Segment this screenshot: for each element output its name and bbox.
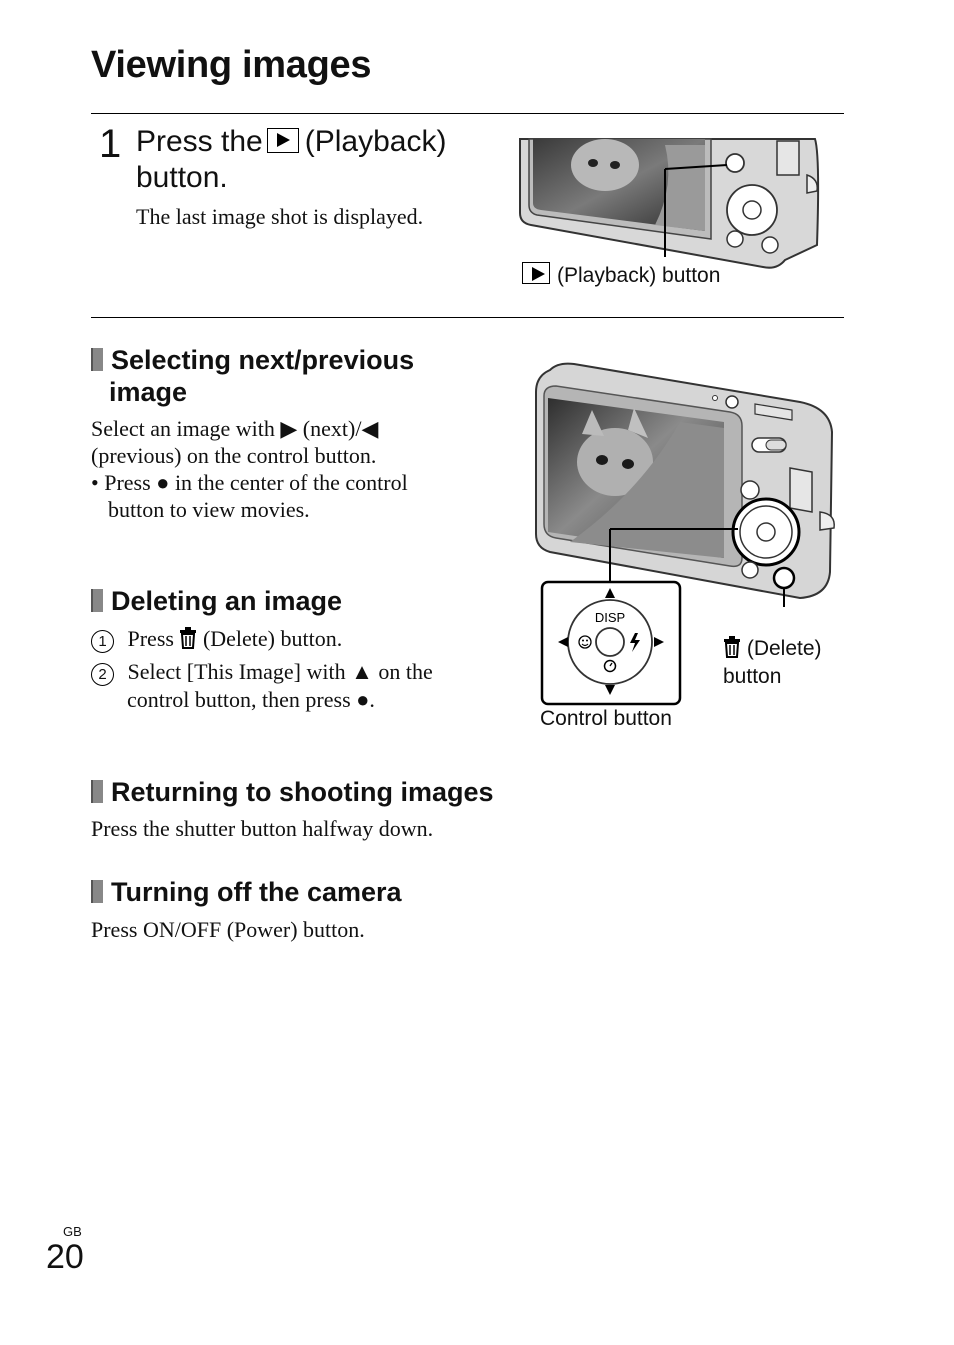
selecting-body-line1: Select an image with ▶ (next)/◀ — [91, 416, 379, 441]
deleting-steps — [91, 625, 491, 713]
step-circle-1: 1 — [91, 630, 114, 653]
region-code: GB — [63, 1224, 82, 1239]
playback-callout-label: (Playback) button — [557, 264, 721, 287]
heading-turning-off-text: Turning off the camera — [111, 877, 402, 907]
heading-turning-off — [91, 876, 402, 908]
page-title: Viewing images — [91, 44, 372, 86]
page-number: 20 — [46, 1238, 84, 1276]
selecting-bullet-line1: • Press ● in the center of the control — [91, 470, 408, 495]
divider-top — [91, 113, 844, 114]
deleting-step-2 — [91, 658, 491, 686]
delete-label-line1: (Delete) — [746, 637, 822, 660]
heading-deleting-image — [91, 585, 342, 617]
trash-icon — [723, 636, 741, 658]
camera-back-illustration — [515, 135, 835, 280]
divider-middle — [91, 317, 844, 318]
heading-bar-icon — [91, 589, 103, 612]
selecting-body-line2: (previous) on the control button. — [91, 443, 377, 468]
heading-bar-icon — [91, 880, 103, 903]
heading-selecting-line2: image — [109, 377, 188, 407]
delete-button-label — [723, 635, 822, 691]
step-text-before: Press the — [136, 125, 263, 158]
deleting-step-1-before: Press — [127, 626, 174, 651]
disp-label: DISP — [594, 610, 626, 625]
selecting-body — [91, 415, 408, 523]
playback-callout — [522, 262, 720, 288]
step-text-after: (Playback) — [304, 125, 447, 158]
deleting-step-1-after: (Delete) button. — [202, 626, 343, 651]
deleting-step-2-line1: Select [This Image] with ▲ on the — [127, 659, 433, 684]
step-description: The last image shot is displayed. — [136, 204, 424, 229]
playback-callout-icon — [522, 262, 550, 284]
heading-returning — [91, 776, 494, 808]
heading-bar-icon — [91, 348, 103, 371]
heading-selecting-line1: Selecting next/previous — [111, 345, 415, 375]
deleting-step-1 — [91, 625, 491, 653]
camera-controls-illustration — [530, 362, 842, 607]
heading-selecting-image — [91, 344, 414, 408]
selecting-bullet-line2: button to view movies. — [108, 497, 310, 522]
deleting-step-2-line2: control button, then press ●. — [127, 687, 375, 712]
delete-label-line2: button — [723, 665, 782, 688]
playback-icon — [267, 128, 299, 153]
step-number: 1 — [99, 122, 122, 166]
turning-off-body: Press ON/OFF (Power) button. — [91, 917, 365, 942]
heading-returning-text: Returning to shooting images — [111, 777, 494, 807]
control-button-label: Control button — [540, 707, 672, 730]
heading-bar-icon — [91, 780, 103, 803]
heading-deleting-text: Deleting an image — [111, 586, 343, 616]
trash-icon — [179, 627, 197, 649]
returning-body: Press the shutter button halfway down. — [91, 816, 434, 841]
step-circle-2: 2 — [91, 663, 114, 686]
step-text-line2: button. — [136, 161, 228, 194]
control-button-diagram — [540, 580, 682, 706]
step-instruction — [136, 124, 446, 196]
